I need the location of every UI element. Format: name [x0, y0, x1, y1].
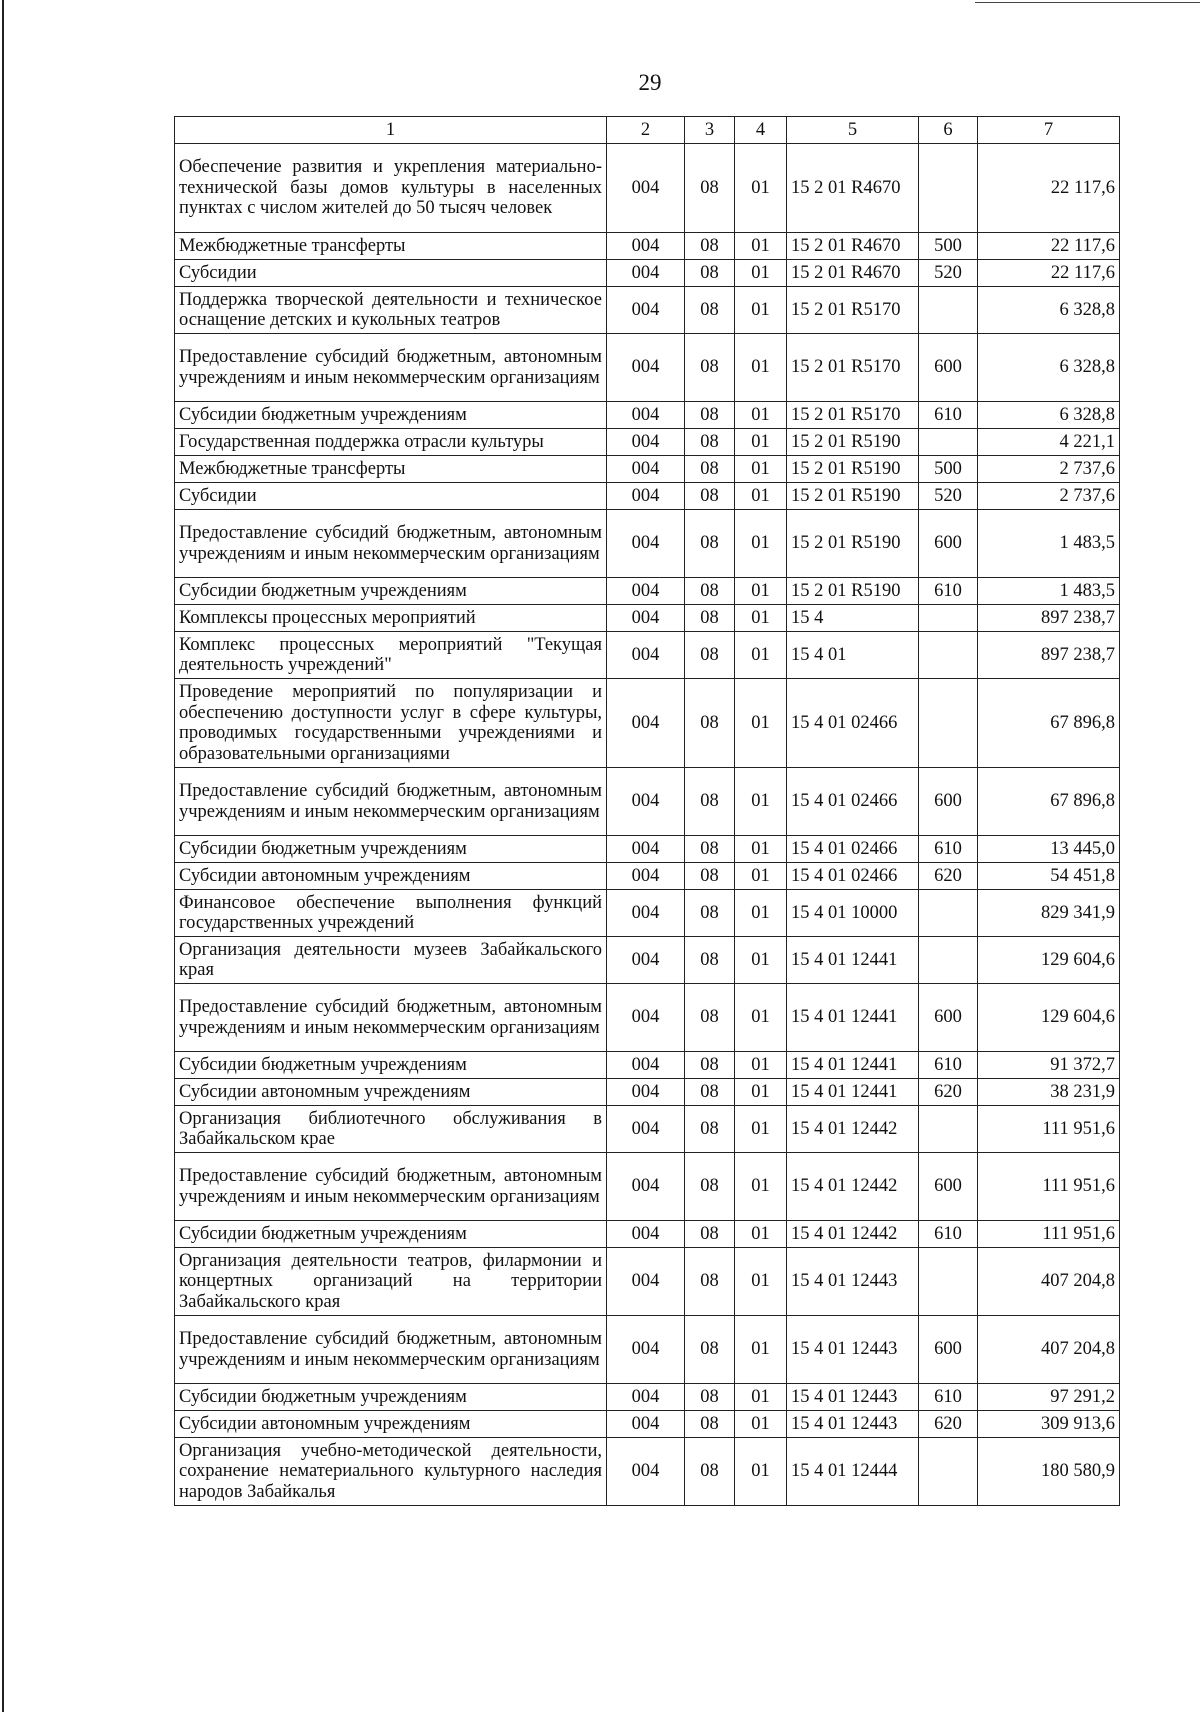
row-vr-cell: 520 — [919, 260, 978, 287]
row-gr-cell: 004 — [607, 1221, 685, 1248]
row-pr-cell: 01 — [735, 1384, 787, 1411]
header-cell: 6 — [919, 117, 978, 144]
row-pr-cell: 01 — [735, 260, 787, 287]
row-gr-cell: 004 — [607, 233, 685, 260]
row-csr-cell: 15 4 01 12442 — [787, 1221, 919, 1248]
row-vr-cell: 620 — [919, 1411, 978, 1438]
row-sum-cell: 67 896,8 — [978, 768, 1120, 836]
row-vr-cell — [919, 1438, 978, 1506]
row-gr-cell: 004 — [607, 937, 685, 984]
row-vr-cell: 600 — [919, 510, 978, 578]
row-rz-cell: 08 — [685, 1411, 735, 1438]
row-sum-cell: 6 328,8 — [978, 334, 1120, 402]
row-pr-cell: 01 — [735, 836, 787, 863]
row-gr-cell: 004 — [607, 1079, 685, 1106]
row-sum-cell: 91 372,7 — [978, 1052, 1120, 1079]
row-rz-cell: 08 — [685, 984, 735, 1052]
row-pr-cell: 01 — [735, 1248, 787, 1316]
header-cell: 5 — [787, 117, 919, 144]
row-gr-cell: 004 — [607, 768, 685, 836]
row-gr-cell: 004 — [607, 836, 685, 863]
row-csr-cell: 15 4 01 02466 — [787, 836, 919, 863]
table-row — [175, 1106, 1120, 1153]
header-cell: 1 — [175, 117, 607, 144]
row-rz-cell: 08 — [685, 1438, 735, 1506]
table-row — [175, 334, 1120, 402]
row-sum-cell: 6 328,8 — [978, 402, 1120, 429]
row-sum-cell: 129 604,6 — [978, 937, 1120, 984]
row-rz-cell: 08 — [685, 402, 735, 429]
row-vr-cell — [919, 287, 978, 334]
row-name-cell: Предоставление субсидий бюджетным, автономным учреждениям и иным некоммерческим организациям — [175, 984, 607, 1052]
row-sum-cell: 4 221,1 — [978, 429, 1120, 456]
row-csr-cell: 15 4 01 12441 — [787, 1079, 919, 1106]
row-sum-cell: 111 951,6 — [978, 1106, 1120, 1153]
row-rz-cell: 08 — [685, 578, 735, 605]
table-row — [175, 890, 1120, 937]
row-csr-cell: 15 4 01 12442 — [787, 1153, 919, 1221]
row-pr-cell: 01 — [735, 1316, 787, 1384]
row-name-cell: Предоставление субсидий бюджетным, автономным учреждениям и иным некоммерческим организациям — [175, 510, 607, 578]
table-row — [175, 402, 1120, 429]
row-gr-cell: 004 — [607, 144, 685, 233]
row-name-cell: Субсидии бюджетным учреждениям — [175, 1384, 607, 1411]
row-rz-cell: 08 — [685, 890, 735, 937]
row-gr-cell: 004 — [607, 1052, 685, 1079]
row-vr-cell: 610 — [919, 836, 978, 863]
row-vr-cell — [919, 937, 978, 984]
row-vr-cell — [919, 1106, 978, 1153]
row-gr-cell: 004 — [607, 984, 685, 1052]
row-sum-cell: 22 117,6 — [978, 260, 1120, 287]
row-gr-cell: 004 — [607, 402, 685, 429]
row-vr-cell — [919, 679, 978, 768]
row-pr-cell: 01 — [735, 402, 787, 429]
row-vr-cell: 600 — [919, 334, 978, 402]
row-name-cell: Комплекс процессных мероприятий "Текущая деятельность учреждений" — [175, 632, 607, 679]
row-csr-cell: 15 2 01 R5190 — [787, 483, 919, 510]
row-vr-cell: 620 — [919, 1079, 978, 1106]
row-name-cell: Субсидии автономным учреждениям — [175, 1411, 607, 1438]
row-pr-cell: 01 — [735, 1221, 787, 1248]
row-pr-cell: 01 — [735, 679, 787, 768]
page-number: 29 — [638, 70, 662, 95]
row-csr-cell: 15 4 01 12443 — [787, 1384, 919, 1411]
row-pr-cell: 01 — [735, 605, 787, 632]
row-rz-cell: 08 — [685, 1384, 735, 1411]
row-rz-cell: 08 — [685, 937, 735, 984]
row-name-cell: Финансовое обеспечение выполнения функций государственных учреждений — [175, 890, 607, 937]
row-csr-cell: 15 2 01 R5170 — [787, 334, 919, 402]
row-gr-cell: 004 — [607, 632, 685, 679]
row-csr-cell: 15 2 01 R5170 — [787, 287, 919, 334]
row-name-cell: Предоставление субсидий бюджетным, автономным учреждениям и иным некоммерческим организациям — [175, 334, 607, 402]
table-row — [175, 1316, 1120, 1384]
row-pr-cell: 01 — [735, 144, 787, 233]
row-rz-cell: 08 — [685, 1316, 735, 1384]
row-rz-cell: 08 — [685, 1106, 735, 1153]
row-sum-cell: 180 580,9 — [978, 1438, 1120, 1506]
row-gr-cell: 004 — [607, 260, 685, 287]
row-csr-cell: 15 4 — [787, 605, 919, 632]
row-name-cell: Субсидии — [175, 483, 607, 510]
row-gr-cell: 004 — [607, 1153, 685, 1221]
row-gr-cell: 004 — [607, 578, 685, 605]
row-gr-cell: 004 — [607, 1384, 685, 1411]
row-name-cell: Обеспечение развития и укрепления материально-технической базы домов культуры в населенных пунктах с числом жителей до 50 тысяч человек — [175, 144, 607, 233]
row-name-cell: Организация учебно-методической деятельности, сохранение нематериального культурного наследия народов Забайкалья — [175, 1438, 607, 1506]
row-csr-cell: 15 4 01 12441 — [787, 937, 919, 984]
row-rz-cell: 08 — [685, 429, 735, 456]
row-vr-cell: 620 — [919, 863, 978, 890]
row-gr-cell: 004 — [607, 429, 685, 456]
row-pr-cell: 01 — [735, 578, 787, 605]
row-gr-cell: 004 — [607, 1106, 685, 1153]
row-vr-cell: 600 — [919, 1316, 978, 1384]
row-pr-cell: 01 — [735, 287, 787, 334]
row-rz-cell: 08 — [685, 605, 735, 632]
row-sum-cell: 309 913,6 — [978, 1411, 1120, 1438]
row-csr-cell: 15 4 01 02466 — [787, 768, 919, 836]
row-sum-cell: 6 328,8 — [978, 287, 1120, 334]
row-sum-cell: 13 445,0 — [978, 836, 1120, 863]
row-gr-cell: 004 — [607, 456, 685, 483]
header-cell: 2 — [607, 117, 685, 144]
row-name-cell: Организация библиотечного обслуживания в Забайкальском крае — [175, 1106, 607, 1153]
row-csr-cell: 15 4 01 12443 — [787, 1316, 919, 1384]
table-row — [175, 768, 1120, 836]
table-row — [175, 510, 1120, 578]
budget-table — [174, 116, 1120, 1506]
table-row — [175, 863, 1120, 890]
row-csr-cell: 15 2 01 R5190 — [787, 429, 919, 456]
table-row — [175, 578, 1120, 605]
row-vr-cell — [919, 1248, 978, 1316]
row-name-cell: Субсидии бюджетным учреждениям — [175, 578, 607, 605]
row-rz-cell: 08 — [685, 1221, 735, 1248]
row-sum-cell: 2 737,6 — [978, 456, 1120, 483]
row-vr-cell: 610 — [919, 1052, 978, 1079]
row-name-cell: Субсидии бюджетным учреждениям — [175, 836, 607, 863]
row-csr-cell: 15 2 01 R5190 — [787, 456, 919, 483]
row-pr-cell: 01 — [735, 632, 787, 679]
row-csr-cell: 15 2 01 R5170 — [787, 402, 919, 429]
row-sum-cell: 97 291,2 — [978, 1384, 1120, 1411]
row-gr-cell: 004 — [607, 1411, 685, 1438]
row-sum-cell: 829 341,9 — [978, 890, 1120, 937]
row-name-cell: Субсидии автономным учреждениям — [175, 863, 607, 890]
row-rz-cell: 08 — [685, 510, 735, 578]
row-vr-cell — [919, 605, 978, 632]
row-pr-cell: 01 — [735, 984, 787, 1052]
row-sum-cell: 1 483,5 — [978, 510, 1120, 578]
row-vr-cell: 610 — [919, 578, 978, 605]
row-name-cell: Организация деятельности музеев Забайкальского края — [175, 937, 607, 984]
row-pr-cell: 01 — [735, 510, 787, 578]
table-row — [175, 1438, 1120, 1506]
row-gr-cell: 004 — [607, 863, 685, 890]
row-pr-cell: 01 — [735, 1106, 787, 1153]
table-row — [175, 632, 1120, 679]
row-sum-cell: 1 483,5 — [978, 578, 1120, 605]
row-sum-cell: 2 737,6 — [978, 483, 1120, 510]
table-row — [175, 1411, 1120, 1438]
row-csr-cell: 15 2 01 R4670 — [787, 233, 919, 260]
table-row — [175, 1248, 1120, 1316]
row-gr-cell: 004 — [607, 287, 685, 334]
row-rz-cell: 08 — [685, 483, 735, 510]
row-csr-cell: 15 4 01 12443 — [787, 1411, 919, 1438]
row-sum-cell: 897 238,7 — [978, 605, 1120, 632]
row-name-cell: Субсидии бюджетным учреждениям — [175, 402, 607, 429]
row-csr-cell: 15 4 01 12442 — [787, 1106, 919, 1153]
row-sum-cell: 129 604,6 — [978, 984, 1120, 1052]
row-gr-cell: 004 — [607, 1316, 685, 1384]
row-rz-cell: 08 — [685, 768, 735, 836]
row-csr-cell: 15 4 01 02466 — [787, 863, 919, 890]
row-csr-cell: 15 4 01 12443 — [787, 1248, 919, 1316]
row-rz-cell: 08 — [685, 287, 735, 334]
table-row — [175, 287, 1120, 334]
row-csr-cell: 15 4 01 12441 — [787, 984, 919, 1052]
table-row — [175, 984, 1120, 1052]
table-row — [175, 679, 1120, 768]
row-vr-cell: 600 — [919, 1153, 978, 1221]
header-cell: 3 — [685, 117, 735, 144]
row-pr-cell: 01 — [735, 863, 787, 890]
row-sum-cell: 38 231,9 — [978, 1079, 1120, 1106]
row-csr-cell: 15 2 01 R5190 — [787, 578, 919, 605]
row-vr-cell: 500 — [919, 233, 978, 260]
row-vr-cell: 610 — [919, 402, 978, 429]
row-rz-cell: 08 — [685, 1052, 735, 1079]
row-name-cell: Организация деятельности театров, филармонии и концертных организаций на территории Забайкальского края — [175, 1248, 607, 1316]
row-pr-cell: 01 — [735, 768, 787, 836]
row-name-cell: Комплексы процессных мероприятий — [175, 605, 607, 632]
row-name-cell: Проведение мероприятий по популяризации и обеспечению доступности услуг в сфере культуры, проводимых государственными учреждениями и образовательными организациями — [175, 679, 607, 768]
row-pr-cell: 01 — [735, 1079, 787, 1106]
row-name-cell: Предоставление субсидий бюджетным, автономным учреждениям и иным некоммерческим организациям — [175, 1316, 607, 1384]
table-row — [175, 144, 1120, 233]
row-pr-cell: 01 — [735, 1052, 787, 1079]
table-row — [175, 233, 1120, 260]
row-pr-cell: 01 — [735, 456, 787, 483]
row-vr-cell: 600 — [919, 768, 978, 836]
row-sum-cell: 54 451,8 — [978, 863, 1120, 890]
row-name-cell: Поддержка творческой деятельности и техническое оснащение детских и кукольных театров — [175, 287, 607, 334]
table-row — [175, 429, 1120, 456]
row-sum-cell: 897 238,7 — [978, 632, 1120, 679]
row-rz-cell: 08 — [685, 679, 735, 768]
row-name-cell: Межбюджетные трансферты — [175, 456, 607, 483]
row-name-cell: Государственная поддержка отрасли культуры — [175, 429, 607, 456]
row-name-cell: Субсидии бюджетным учреждениям — [175, 1221, 607, 1248]
row-rz-cell: 08 — [685, 456, 735, 483]
row-csr-cell: 15 4 01 02466 — [787, 679, 919, 768]
row-rz-cell: 08 — [685, 260, 735, 287]
scan-left-border — [2, 0, 4, 1712]
row-gr-cell: 004 — [607, 890, 685, 937]
table-row — [175, 456, 1120, 483]
table-row — [175, 937, 1120, 984]
row-pr-cell: 01 — [735, 890, 787, 937]
table-row — [175, 260, 1120, 287]
row-name-cell: Субсидии бюджетным учреждениям — [175, 1052, 607, 1079]
row-rz-cell: 08 — [685, 144, 735, 233]
row-name-cell: Предоставление субсидий бюджетным, автономным учреждениям и иным некоммерческим организациям — [175, 1153, 607, 1221]
row-vr-cell — [919, 429, 978, 456]
row-vr-cell: 610 — [919, 1221, 978, 1248]
row-gr-cell: 004 — [607, 1438, 685, 1506]
row-rz-cell: 08 — [685, 1079, 735, 1106]
row-name-cell: Субсидии — [175, 260, 607, 287]
row-sum-cell: 111 951,6 — [978, 1221, 1120, 1248]
row-pr-cell: 01 — [735, 1153, 787, 1221]
row-csr-cell: 15 2 01 R5190 — [787, 510, 919, 578]
row-gr-cell: 004 — [607, 334, 685, 402]
row-sum-cell: 407 204,8 — [978, 1316, 1120, 1384]
table-row — [175, 1153, 1120, 1221]
row-sum-cell: 407 204,8 — [978, 1248, 1120, 1316]
row-vr-cell: 520 — [919, 483, 978, 510]
table-row — [175, 1052, 1120, 1079]
row-rz-cell: 08 — [685, 1248, 735, 1316]
row-gr-cell: 004 — [607, 1248, 685, 1316]
table-row — [175, 836, 1120, 863]
row-pr-cell: 01 — [735, 233, 787, 260]
row-vr-cell: 500 — [919, 456, 978, 483]
row-rz-cell: 08 — [685, 334, 735, 402]
row-sum-cell: 111 951,6 — [978, 1153, 1120, 1221]
row-pr-cell: 01 — [735, 483, 787, 510]
row-csr-cell: 15 4 01 — [787, 632, 919, 679]
row-rz-cell: 08 — [685, 836, 735, 863]
row-rz-cell: 08 — [685, 233, 735, 260]
row-rz-cell: 08 — [685, 632, 735, 679]
header-cell: 7 — [978, 117, 1120, 144]
row-pr-cell: 01 — [735, 1438, 787, 1506]
row-pr-cell: 01 — [735, 429, 787, 456]
row-csr-cell: 15 4 01 10000 — [787, 890, 919, 937]
table-row — [175, 1079, 1120, 1106]
row-rz-cell: 08 — [685, 863, 735, 890]
header-cell: 4 — [735, 117, 787, 144]
row-vr-cell — [919, 144, 978, 233]
row-pr-cell: 01 — [735, 1411, 787, 1438]
row-vr-cell: 600 — [919, 984, 978, 1052]
table-row — [175, 605, 1120, 632]
row-gr-cell: 004 — [607, 483, 685, 510]
row-sum-cell: 22 117,6 — [978, 144, 1120, 233]
row-pr-cell: 01 — [735, 334, 787, 402]
row-vr-cell — [919, 890, 978, 937]
table-row — [175, 483, 1120, 510]
row-name-cell: Предоставление субсидий бюджетным, автономным учреждениям и иным некоммерческим организациям — [175, 768, 607, 836]
row-name-cell: Межбюджетные трансферты — [175, 233, 607, 260]
row-name-cell: Субсидии автономным учреждениям — [175, 1079, 607, 1106]
row-vr-cell — [919, 632, 978, 679]
row-gr-cell: 004 — [607, 510, 685, 578]
row-csr-cell: 15 2 01 R4670 — [787, 260, 919, 287]
table-row — [175, 1221, 1120, 1248]
row-csr-cell: 15 4 01 12441 — [787, 1052, 919, 1079]
row-csr-cell: 15 4 01 12444 — [787, 1438, 919, 1506]
row-vr-cell: 610 — [919, 1384, 978, 1411]
header-row — [175, 117, 1120, 144]
row-pr-cell: 01 — [735, 937, 787, 984]
table-row — [175, 1384, 1120, 1411]
row-sum-cell: 67 896,8 — [978, 679, 1120, 768]
row-rz-cell: 08 — [685, 1153, 735, 1221]
row-gr-cell: 004 — [607, 679, 685, 768]
row-gr-cell: 004 — [607, 605, 685, 632]
row-sum-cell: 22 117,6 — [978, 233, 1120, 260]
row-csr-cell: 15 2 01 R4670 — [787, 144, 919, 233]
scan-top-line — [975, 2, 1200, 3]
